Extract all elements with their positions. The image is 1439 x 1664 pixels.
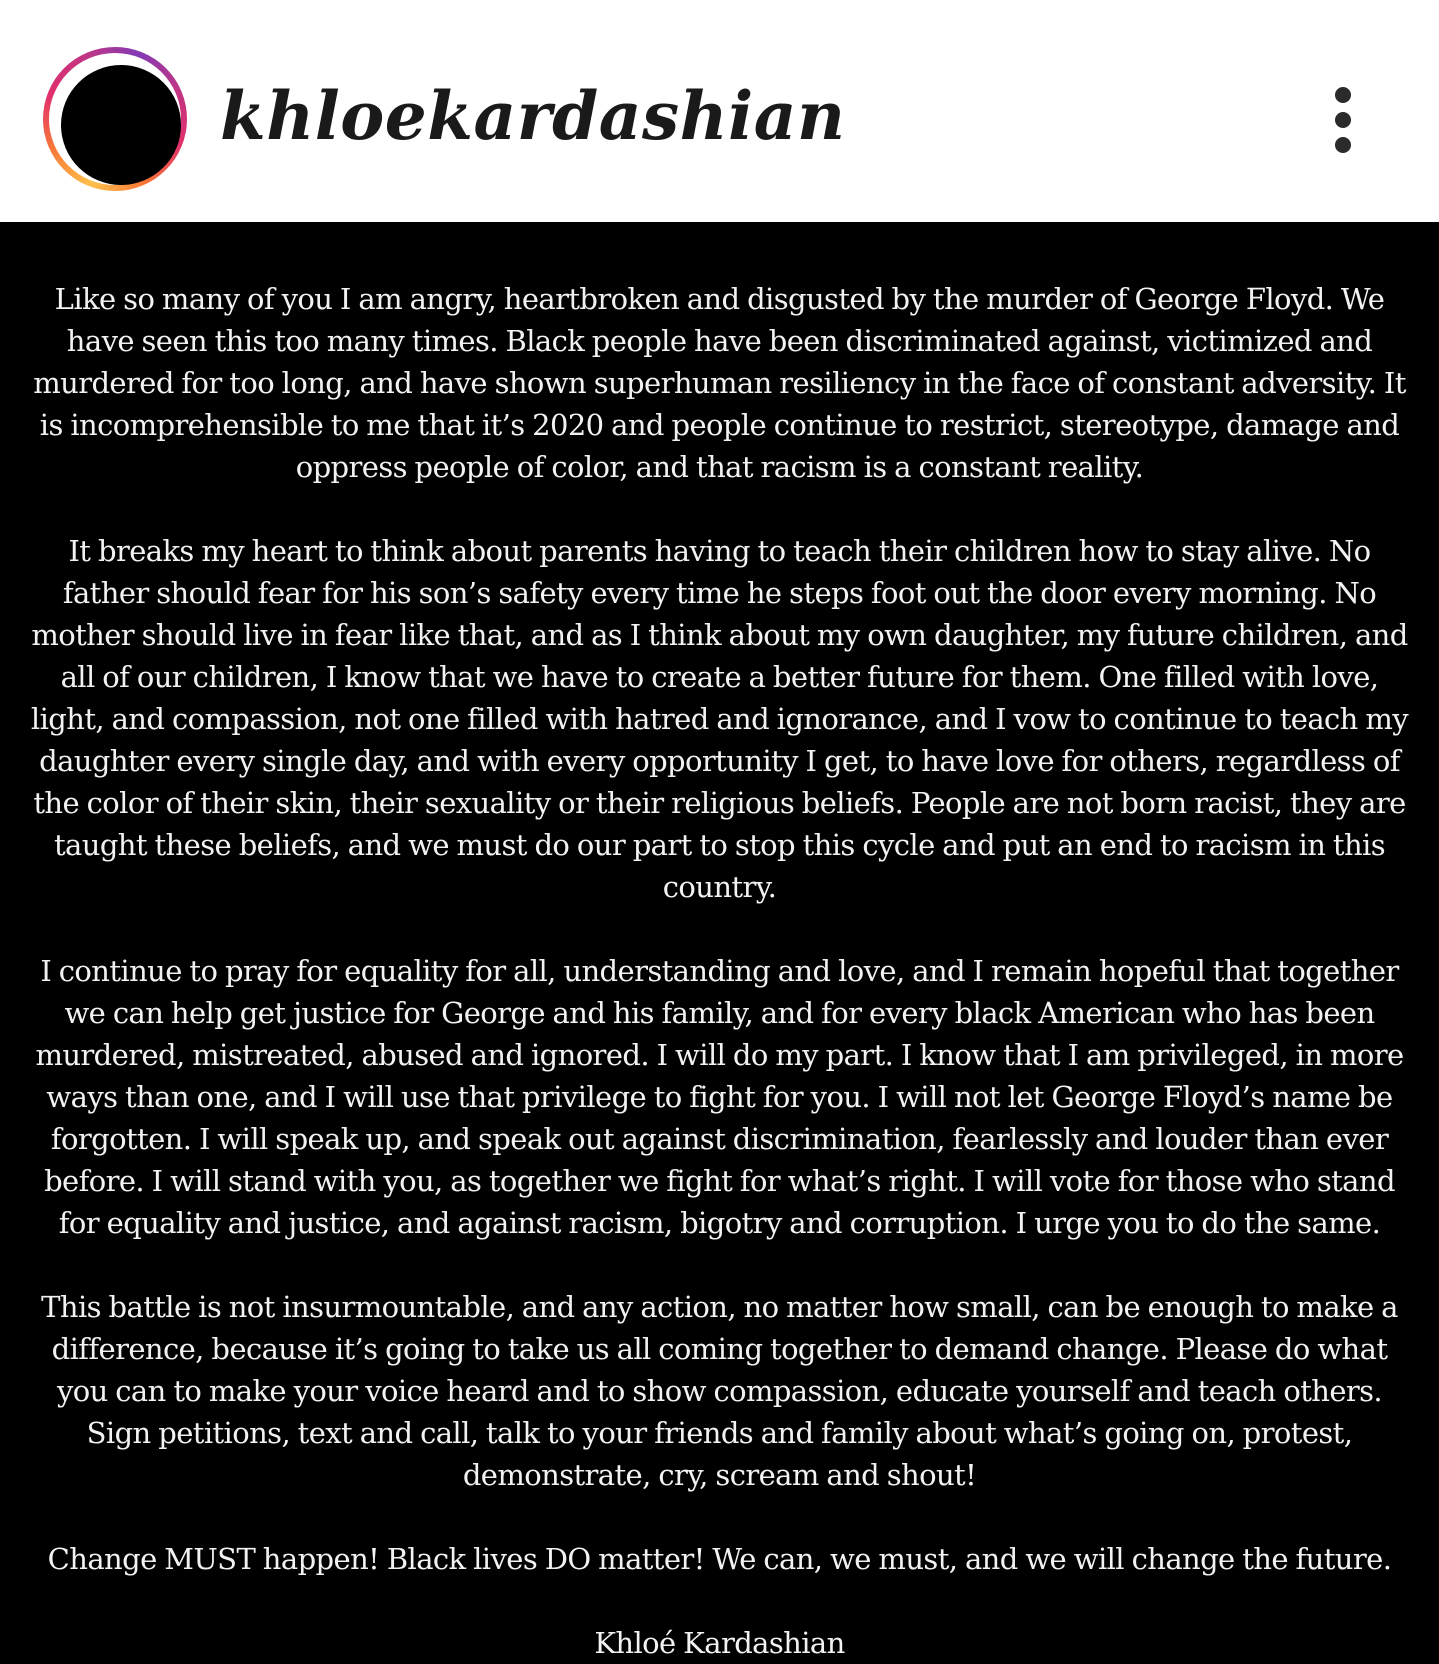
- post-paragraph: I continue to pray for equality for all, understanding and love, and I remain hopeful that together we can help get justice for George and his family, and for every black American who has been murdered, mistreated, abused and ignored. I will do my part. I know that I am privileged, in more ways than one, and I will use that privilege to fight for you. I will not let George Floyd’s name be forgotten. I will speak up, and speak out against discrimination, fearlessly and louder than ever before. I will stand with you, as together we fight for what’s right. I will vote for those who stand for equality and justice, and against racism, bigotry and corruption. I urge you to do the same.: [35, 954, 1404, 1240]
- post-paragraph: Like so many of you I am angry, heartbroken and disgusted by the murder of George Floyd. We have seen this too many times. Black people have been discriminated against, victimized and murdered for too long, and have shown superhuman resiliency in the face of constant adversity. It is incomprehensible to me that it’s 2020 and people continue to restrict, stereotype, damage and oppress people of color, and that racism is a constant reality.: [33, 282, 1406, 484]
- story-ring[interactable]: [43, 47, 187, 191]
- post-signature: Khloé Kardashian: [594, 1626, 845, 1660]
- post-header: [0, 0, 1439, 222]
- username[interactable]: khloekardashian: [220, 77, 846, 155]
- more-options-button[interactable]: [1316, 78, 1370, 162]
- more-vertical-icon-dot: [1335, 137, 1351, 153]
- avatar[interactable]: [61, 65, 181, 185]
- more-vertical-icon-dot: [1335, 112, 1351, 128]
- avatar-gap: [49, 53, 181, 185]
- post-paragraph: This battle is not insurmountable, and any action, no matter how small, can be enough to make a difference, because it’s going to take us all coming together to demand change. Please do what you can to make your voice heard and to show compassion, educate yourself and teach others. Sign petitions, text and call, talk to your friends and family about what’s going on, protest, demonstrate, cry, scream and shout!: [41, 1290, 1398, 1492]
- post-paragraph: It breaks my heart to think about parents having to teach their children how to stay alive. No father should fear for his son’s safety every time he steps foot out the door every morning. No mother should live in fear like that, and as I think about my own daughter, my future children, and all of our children, I know that we have to create a better future for them. One filled with love, light, and compassion, not one filled with hatred and ignorance, and I vow to continue to teach my daughter every single day, and with every opportunity I get, to have love for others, regardless of the color of their skin, their sexuality or their religious beliefs. People are not born racist, they are taught these beliefs, and we must do our part to stop this cycle and put an end to racism in this country.: [30, 534, 1409, 904]
- post-image-text: [0, 222, 1439, 1660]
- post-paragraph: Change MUST happen! Black lives DO matter! We can, we must, and we will change the future.: [47, 1542, 1392, 1576]
- more-vertical-icon: [1335, 87, 1351, 103]
